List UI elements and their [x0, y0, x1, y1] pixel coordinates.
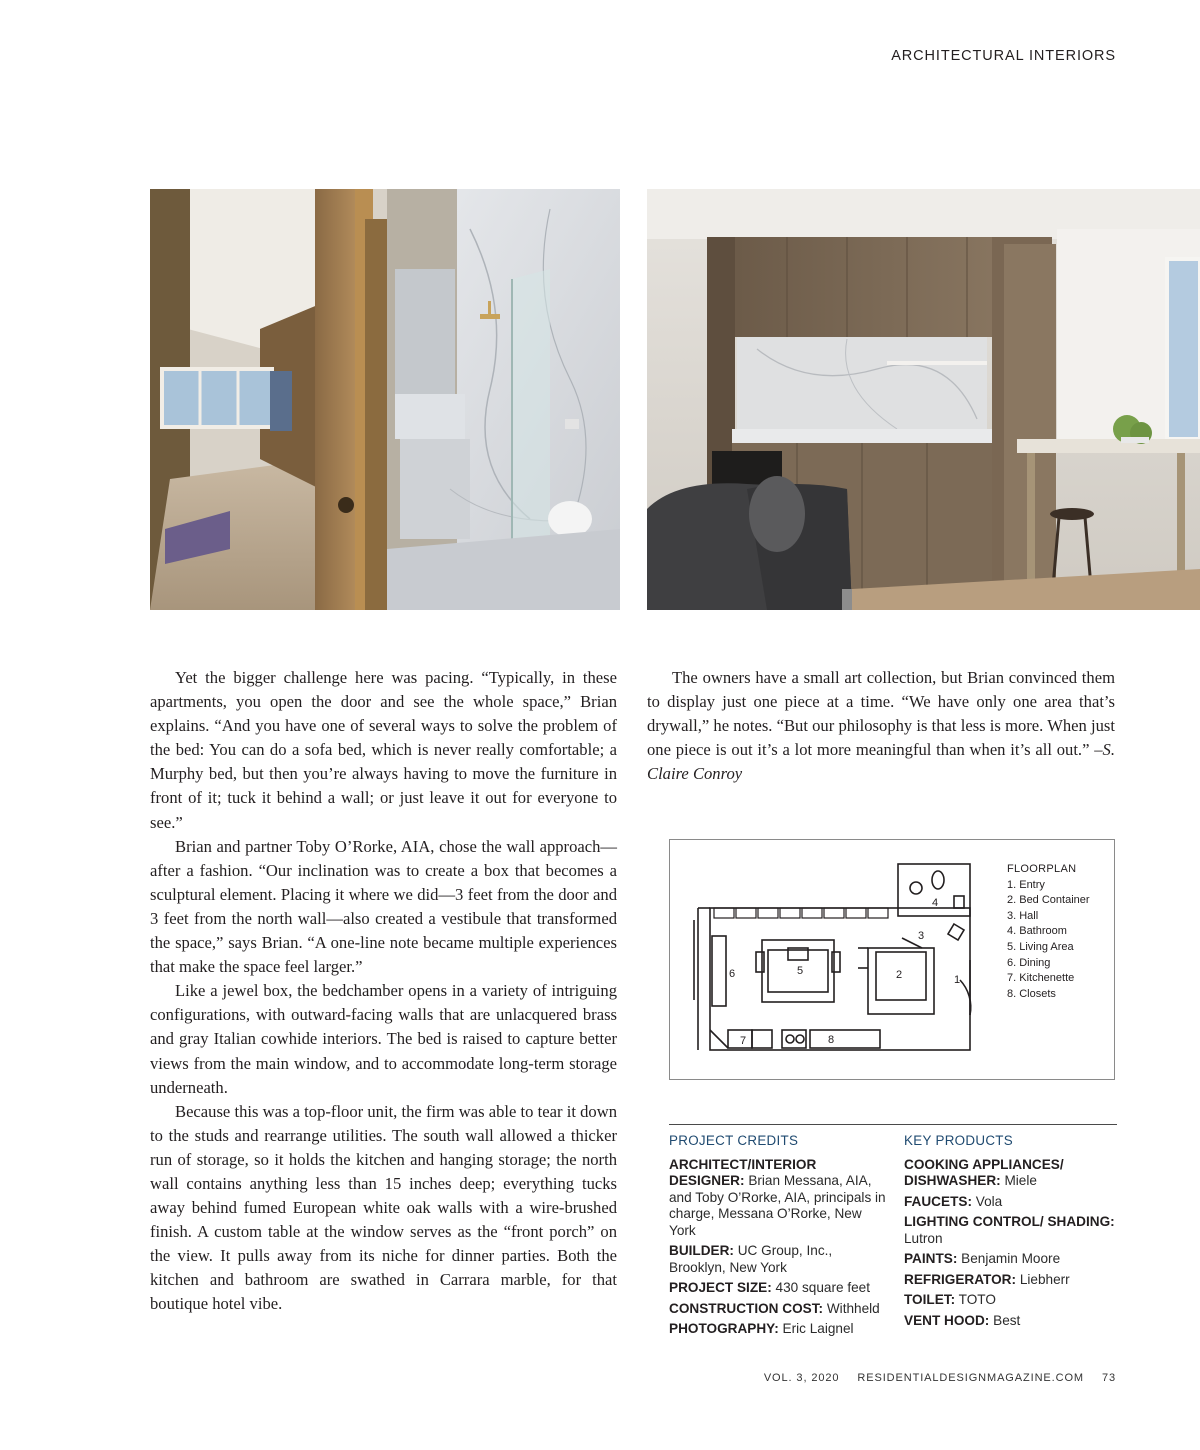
product-value: Lutron: [904, 1230, 943, 1246]
issue-label: VOL. 3, 2020: [763, 1372, 840, 1384]
bathroom-photo: [150, 189, 620, 610]
credit-item: [669, 1280, 889, 1297]
credit-item: [669, 1301, 889, 1318]
floorplan-legend-item: 3. Hall: [1007, 909, 1039, 922]
floorplan-label-5: 5: [797, 965, 804, 977]
site-label: RESIDENTIALDESIGNMAGAZINE.COM: [857, 1372, 1084, 1384]
credit-value: Eric Laignel: [782, 1321, 854, 1336]
article-paragraph: Brian and partner Toby O’Rorke, AIA, chose the wall approach—after a fashion. “Our inclination was to create a box that becomes a sculptural element. Placing it where we did—3 feet from the door and 3 feet from the north wall—also created a vestibule that transformed the space,” says Brian. “A one-line note became multiple experiences that make the space feel larger.”: [150, 836, 617, 977]
page-number: 73: [1101, 1372, 1116, 1384]
product-item: [904, 1313, 1119, 1330]
product-item: [904, 1214, 1119, 1247]
bathroom-photo-illustration: [150, 189, 620, 610]
product-key: REFRIGERATOR:: [904, 1271, 1017, 1287]
credit-value: UC Group, Inc., Brooklyn, New York: [669, 1243, 833, 1275]
floorplan-legend-item: 8. Closets: [1007, 987, 1056, 1000]
product-item: [904, 1292, 1119, 1309]
product-item: [904, 1157, 1119, 1190]
kitchenette-photo: [647, 189, 1200, 610]
key-products-title: KEY PRODUCTS: [904, 1133, 1014, 1148]
product-value: Benjamin Moore: [961, 1251, 1061, 1266]
product-value: Vola: [975, 1193, 1003, 1209]
product-item: [904, 1251, 1119, 1268]
kitchenette-photo-illustration: [647, 189, 1200, 610]
credit-value: 430 square feet: [775, 1280, 870, 1295]
credit-key: CONSTRUCTION COST:: [669, 1300, 824, 1316]
credit-value: Brian Messana, AIA, and Toby O’Rorke, AIA, principals in charge, Messana O’Rorke, New York: [669, 1173, 886, 1238]
byline: –S. Claire Conroy: [647, 740, 1115, 784]
floorplan-label-7: 7: [740, 1035, 747, 1047]
article-paragraph: Yet the bigger challenge here was pacing. “Typically, in these apartments, you open the door and see the whole space,” Brian explains. “And you have one of several ways to solve the problem of the bed: You can do a sofa bed, which is never really comfortable; a Murphy bed, but then you’re always having to move the furniture in front of it; tuck it behind a wall; or just leave it out for everyone to see.”: [150, 668, 617, 832]
key-products: [904, 1133, 1119, 1333]
article-paragraph: [647, 666, 1115, 786]
floorplan-legend-item: 7. Kitchenette: [1007, 972, 1075, 985]
floorplan-label-6: 6: [729, 968, 736, 980]
article-paragraph: Because this was a top-floor unit, the firm was able to tear it down to the studs and rearrange utilities. The south wall allowed a thicker run of storage, so it holds the kitchen and hanging storage; the north wall contains anything less than 15 inches deep; everything tucks away behind fumed European white oak walls with a wire-brushed finish. A custom table at the window serves as the “front porch” on the view. It pulls away from its niche for dinner parties. Both the kitchen and bathroom are swathed in Carrara marble, for that boutique hotel vibe.: [150, 1101, 617, 1314]
product-value: TOTO: [958, 1292, 996, 1307]
product-key: COOKING APPLIANCES/ DISHWASHER:: [904, 1156, 1064, 1188]
product-key: PAINTS:: [904, 1251, 958, 1266]
page-footer: [750, 1372, 1116, 1384]
credits-divider: [669, 1124, 1117, 1125]
product-value: Miele: [1004, 1173, 1037, 1188]
product-item: [904, 1272, 1119, 1289]
credit-item: [669, 1157, 889, 1240]
floorplan-label-3: 3: [918, 930, 925, 942]
article-paragraph-text: The owners have a small art collection, but Brian convinced them to display just one piece at a time. “We have only one area that’s drywall,” he notes. “But our philosophy is that less is more. When just one piece is out it’s a lot more meaningful than when it’s all out.”: [647, 668, 1115, 760]
floorplan-legend-item: 6. Dining: [1007, 956, 1051, 969]
article-right-column: [647, 666, 1115, 786]
credit-key: PHOTOGRAPHY:: [669, 1321, 779, 1336]
product-value: Liebherr: [1019, 1271, 1070, 1287]
credit-key: PROJECT SIZE:: [669, 1280, 772, 1295]
floorplan-label-4: 4: [932, 897, 939, 909]
product-key: TOILET:: [904, 1292, 956, 1307]
product-item: [904, 1194, 1119, 1211]
credit-value: Withheld: [826, 1300, 880, 1316]
credit-key: BUILDER:: [669, 1243, 734, 1258]
article-paragraph: Like a jewel box, the bedchamber opens in a variety of intriguing configurations, with outward-facing walls that are unlacquered brass and gray Italian cowhide interiors. The bed is raised to capture better views from the main window, and to accommodate long-term storage underneath.: [150, 981, 617, 1097]
project-credits: [669, 1133, 889, 1342]
floorplan-title: FLOORPLAN: [1007, 863, 1077, 875]
product-key: FAUCETS:: [904, 1193, 972, 1209]
credit-key: ARCHITECT/INTERIOR DESIGNER:: [669, 1156, 817, 1188]
product-value: Best: [993, 1312, 1021, 1328]
product-key: LIGHTING CONTROL/ SHADING:: [904, 1214, 1115, 1229]
product-key: VENT HOOD:: [904, 1312, 990, 1328]
floorplan-legend-item: 2. Bed Container: [1007, 894, 1090, 907]
floorplan-legend: [1007, 862, 1090, 1002]
credit-item: [669, 1243, 889, 1276]
article-left-column: [150, 666, 617, 1317]
section-label: ARCHITECTURAL INTERIORS: [891, 48, 1116, 64]
floorplan: [669, 839, 1115, 1080]
floorplan-legend-item: 5. Living Area: [1007, 940, 1074, 953]
floorplan-label-1: 1: [954, 974, 961, 986]
credit-item: [669, 1321, 889, 1338]
floorplan-label-2: 2: [896, 969, 903, 981]
project-credits-title: PROJECT CREDITS: [669, 1133, 799, 1148]
floorplan-legend-item: 1. Entry: [1007, 878, 1045, 891]
floorplan-legend-item: 4. Bathroom: [1007, 925, 1067, 938]
floorplan-label-8: 8: [828, 1034, 835, 1046]
